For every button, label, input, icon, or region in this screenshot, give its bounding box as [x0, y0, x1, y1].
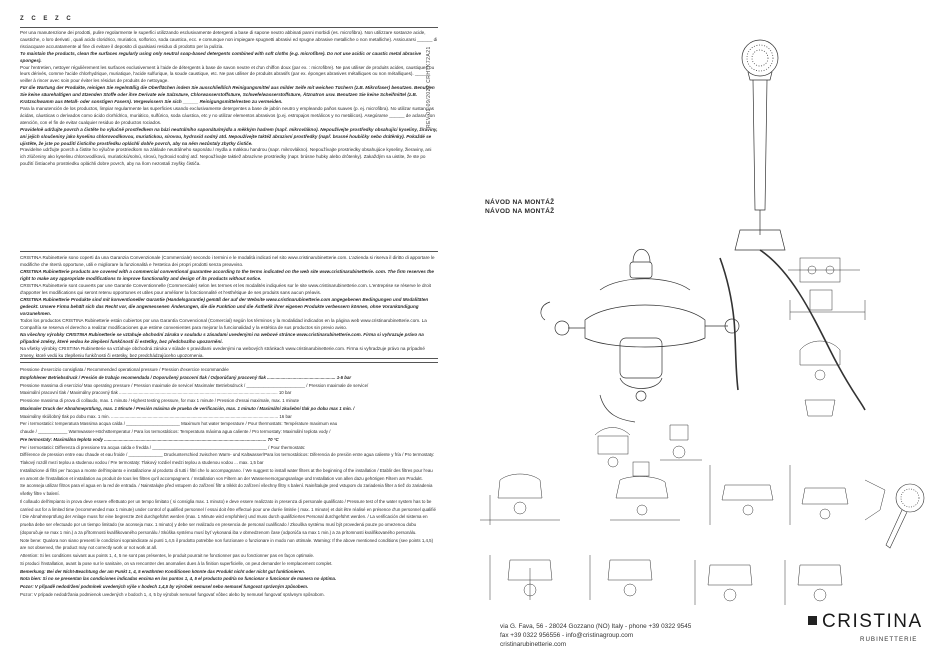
spec-line: Pressione d'esercizio consigliata / Recommended operational pressure / Pression d'exercice recommandée: [20, 367, 229, 372]
spec-line: Pressione massima di esercizio/ Max operating pressure / Pression maximale de service/ Maximaler Betriebsdruck / ________________________ / Pression maximale de service/: [20, 382, 369, 388]
hand-shower-small: [886, 484, 924, 548]
cleaning-es: Para la manutención de los productos, limpiar regularmente las superficies usando exclusivamente detergentes a base de jabón neutro y empleando paños suaves (p. ej. microfibra). No utilizar sustancias ácidas, cáusticas o derivados como ácido clorhídrico, muriático, sulfúrico, soda cáustica, etc y no utilizar elementos abrasivos (p.ej. estropajos metálicos y no metálicos). Asegúrarse ______ de aclarar con atención, con el fin de evitar cualquier residuo de productos rociados.: [20, 105, 435, 125]
spec-line: Pozor: V případě nedodržení podmínek uvedených výše v bodech 1,4,5 by výrobek nemusel nebo nemusel fungovat správným způsobem.: [20, 584, 309, 589]
hand-shower-drawing: [720, 40, 865, 410]
bath-mixer-drawing: [541, 249, 739, 422]
installation-drawing: [490, 555, 842, 605]
header-letters: Z C E Z C: [20, 16, 74, 22]
guarantee-en: CRISTINA Rubinetterie products are covered with a commercial conventional guarantee according to the terms indicated on the web site www.cristinarubinetterie. com. The firm reserves the right to make any appropriate modifications to improve functionality and design of its products without notice.: [20, 269, 434, 281]
spec-line: Per i termostatici: Differenza di pressione tra acqua calda e fredda / _______________________________________________ / Pour thermostats:: [20, 444, 306, 450]
cleaning-section: [20, 30, 438, 168]
guarantee-fr: CRISTINA Rubinetterie sont couverts par une Garantie Conventionnelle (Commerciale) selon les termes et les modalités indiquées sur le site www.cristinarubinetterie.com. L'entreprise se réserve le droit d'apporter les modifications qui seront retenu opportunes et utiles pour améliorer la fonctionnalité et l'esthétique de ses produits sans aucun préavis.: [20, 283, 431, 295]
spec-line: chaude / ____________ Warmwasser-Höchsttemperatur / Para los termostáticos: Temperatura máxima agua caliente / Pro termostaty: Maximální teplota vody /: [20, 429, 331, 434]
spec-line: Pre termostaty: Maximálna teplota vody ..................................................................................................................................... 70 °C: [20, 436, 279, 442]
spec-line: Maximální pracovní tlak / Maximálny pracovný tlak .................................................................................................................................. 10 bar: [20, 390, 292, 396]
guarantee-sk: Na všetky výrobky CRISTINA Rubinetterie sa vzťahuje obchodná záruka v súlade s pravidlami uvedenými na webových stránkach www.cristinarubinetterie.com. Firma si vyhradzuje právo na prípadné zmeny, ktoré vedú ku zlepšeniu funkčnosti či estetiky, bez predchádzajúceho upozornenia.: [20, 346, 425, 358]
technical-drawings: [470, 20, 940, 616]
logo-square-icon: [808, 616, 817, 625]
cleaning-sk: Pravidelne udržujte povrch a čistite ho výlučne prostriedkom na základe neutrálneho saponátu / mydla a mäkkou handrou (napr. mikrovlákno). Nepoužívajte prostriedky obsahujúce kyseliny, žieraviny, ani ich zlúčeniny ako kyselinu chlorovodíkovú, muriatickú/solnú, sírovú, hydroxid sodný atď. Nepoužívajte taktiež abrazívne prostriedky (napr. brúsne hubky alebo drôtenky). Zakaždým sa uistite, že ste po použití čistiaceho prostriedku opláchli dobre povrch, aby na ňom nezostali zvyšky čističa.: [20, 147, 432, 167]
company-address: [500, 622, 691, 650]
cleaning-en: To maintain the products, clean the surfaces regularly using only neutral soap-based detergents combined with soft cloths (e.g. microfibre). Do not use acidic or caustic metal abrasive sponges).: [20, 50, 422, 63]
spec-line: Pressione massima di prova di collaudo, max. 1 minuto / Highest testing pressure, for max 1 minute / Pression d'essai maximale, max. 1 minute: [20, 398, 300, 403]
address-line: via G. Fava, 56 - 28024 Gozzano (NO) Italy - phone +39 0322 9545: [500, 623, 692, 630]
spec-line: Note bene: Qualora non siano presenti le condizioni sopraindicate ai punti 1,4,5 il prodotto potrebbe non funzionare o funzionare in modo non ottimale. Warning: If the above mentioned conditions (see points 1,4,5) are not observed, the product may not correctly work or not work at all.: [20, 537, 434, 551]
spec-line: Pozor: V prípade nedodržania podmienok uvedených v bodoch 1, 4, 5 by výrobok nemusel fungovať vôbec alebo by nemusel fungovať správnym spôsobom.: [20, 591, 325, 597]
spec-line: Attention: Si les conditions suivant aux points 1, 4, 5 ne sont pas présentes, le produit pourrait ne fonctionner pas ou fonctionner pas en façon optimale.: [20, 553, 315, 558]
spec-line: Différence de pression entre eau chaude et eau froide / ______________ Druckunterschied zwischen Warm- und Kaltwasser/Para los termostáticos: Diferencia de presión entre agua caliente y fría / Pro termostaty: Tlakový rozdíl mezi teplou a studenou vodou / Pre termostaty: Tlakový rozdiel medzi teplou a studenou vodou ... max. 1,5 bar: [20, 452, 435, 465]
assembly-title-cz: NÁVOD NA MONTÁŽ: [485, 199, 555, 206]
spec-line: Per i termostatici: temperatura Massima acqua calda / ______________________ Maximum hot water temperature / Pour thermostats: Température maximum eau: [20, 421, 338, 427]
specs-section: [20, 366, 438, 599]
spec-line: Empfohlener Betriebsdruck / Presión de trabajo recomendada / Doporučený pracovní tlak / Odporúčaný pracovný tlak ........................................................ 1-5 bar: [20, 374, 352, 380]
spec-line: Installazione di filtri per l'acqua a monte dell'impianto e installazione al prodotto di tutti i filtri che lo accompagnano. / We suggest to install water filters at the beginning of the installation / Etablir des filtres pour l'eau en amont de l'installation et installation au produit de tous les filtres qu'il accompagnent. / Installation von Filtern an der Wasserversorgungsanlage und Installation von allen dazu gehörigen Filtern am Produkt.: [20, 467, 433, 481]
spec-line: Maximálny skúšobný tlak po dobu max. 1 min. ......................................................................................................................................... 16 bar: [20, 413, 292, 419]
section-divider: [20, 362, 438, 363]
spec-line: Il collaudo dell'impianto in prova deve essere effettuato per un tempo limitato ( si consiglia max. 1 minuto) e deve essere realizzato in presenza di personale qualificato / Pressure test of the water system has to be carried out for a limited time (recommended max 1 minute) under control of qualified personnel / essai doit être effectué pour une durée limitée ( max. 1 minute) et doit être réalisé en présence d'un personnel qualifié / Die Abnahmeprüfung der Anlage muss für eine begrenzte Zeit durchgeführt werden (max. 1 Minute wird empfohlen) und muss durch qualifiziertes Personal durchgeführt werden. / La verificación del sistema en prueba debe ser efectuado por un tiempo limitado (se aconseja max. 1 minuto) y debe ser realizado en presencia de personal cualificado / Zkouška systému musí být provedená pouze po omezenou dobu (doporučuje se max 1 min.) a za přítomnosti kvalifikovaného personálu / Skúška systému musí byť vykonaná iba v obmedzenom čase (odporúča sa max 1 min.) a za prítomnosti kvalifikovaného personálu.: [20, 498, 436, 535]
cleaning-it: Per una manutenzione dei prodotti, pulire regolarmente le superfici utilizzando esclusivamente detergenti a base di sapone neutro abbinati panni morbidi (es. microfibra). Non utilizzare sostanze acide, caustiche, o loro derivati , quali acido cloridrico, muriatico, solforico, soda caustica, ecc. e comunque non impiegare spugnetti abrasivi ed spugne abrasive metalliche o non metalliche). Assicurarsi ______ di risciacquare accuratamente al fine di evitare il deposito di qualsiasi residuo di prodotto per la pulizia.: [20, 30, 438, 49]
cleaning-de: Für die Wartung der Produkte, reinigen Sie regelmäßig die Oberflächen indem Sie ausschließlich Reinigungsmittel aus milder Seife mit weichen Tüchern (z.B. Mikrofaser) benutzen. Benutzen Sie keine säurehaltigen und ätzenden Stoffe oder ihre Derivate wie Salzsäure, Chlorwasserstoffsäure, Schwefelwasserstoffsäure, Ätznatron usw. Benutzen Sie keine Scheifmittel (z.B. Kratzschwamm aus Metall- oder sonstigen Fasern). Vergewissern Sie sich ______ Reinigungsmittelresten zu vermeiden.: [20, 85, 435, 105]
dimension-drawing: [595, 425, 702, 467]
installation-drawing: [480, 462, 885, 525]
spec-line: Nota bien: Si no se presentan las condiciones indicadas encima en los puntos 1, 4, 5 el producto podría no funcionar o funcionar de manera no óptima.: [20, 576, 337, 582]
guarantee-de: CRISTINA Rubinetterie Produkte sind mit konventioneller Garantie (Handelsgarantie) gemäß der auf der Website www.cristinarubinetterie.com angegebenen Bedingungen und Modalitäten gedeckt. Unsere Firma behält sich das Recht vor, die angemessenen Änderungen, die die Funktion und die Ästhetik ihrer eigenen Produkte verbessern können, ohne Vorankündigung vorzunehmen.: [20, 297, 429, 316]
document-code: REV.01 09/2022 CRHTK72A21: [426, 46, 432, 128]
section-divider: [20, 358, 438, 359]
cleaning-cz: Pravidelně udržujte povrch a čistěte ho výlučně prostředkem na bázi neutrálního saponátu/mýdla a měkkým hadrem (např. mikrovlákno). Nepoužívejte prostředky obsahující kyseliny, žíraviny, ani jejich sloučeniny jako kyselinu chlorovodíkovou, muriatickou, sírovou, hydroxid sodný atd. Nepoužívejte taktéž abrazivní prostředky (např. brusné houbičky nebo drátěnky). Pokaždé se ujistěte, že jste po použití čisticího prostředku opláchli dobře povrch, aby na něm nezůstaly zbytky čističe.: [20, 126, 438, 146]
cristina-logo: [808, 611, 926, 645]
logo-wordmark: CRISTINA: [822, 611, 923, 632]
spec-line: Se aconseja utilizar filtros para el agua en la red de entrada. / Nainstalujte před vstupem do zařízení filtr a trikkit do zařízení všechny filtry s balení. Nainštalujte pred vstupom do zariadenia filter a tiež do zariadenia všetky filtre v balení.: [20, 483, 433, 496]
guarantee-section: [20, 254, 438, 359]
top-rule: [20, 27, 438, 28]
guarantee-it: CRISTINA Rubinetterie sono coperti da una Garanzia Convenzionale (Commerciale) secondo i termini e le modalità indicati nel sito www.cristinarubinetterie.com. L'azienda si riserva il diritto di apportare le modifiche che riterrà opportune, utili e migliorare la funzionalità e l'estetica dei propri prodotti senza preavviso.: [20, 255, 435, 267]
cleaning-fr: Pour l'entretien, nettoyer régulièrement les surfaces exclusivement à l'aide de détergents à base de savon neutre et d'un chiffon doux (par ex. : microfibre). Ne pas utiliser de produits acides, caustiques ou leurs dérivés, comme l'acide chlorhydrique, muriatique, l'acide sulfurique, la soude caustique, etc. Ne pas utiliser de produits abrasifs (par ex. éponges abrasives métalliques ou non métalliques). ______ veiller à rincer avec soin pour éviter les résidus de produits de nettoyage.: [20, 64, 435, 84]
contact-line: fax +39 0322 956556 - info@cristinagroup.com: [500, 632, 634, 640]
spec-line: Si produci l'installation, avant la pose sur le sanitaire, on va rencontrer des anomalies dues à la finition superficielle, on peut demander le remplacement complet.: [20, 560, 333, 566]
guarantee-cz: Na všechny výrobky CRISTINA Rubinetterie se vztahuje obchodní záruka v souladu s zásadami uvedenými na webové stránce www.cristinarubinetterie.com. Firma si vyhrazuje právo na případné změny, které vedou ke zlepšení funkčnosti či estetiky, bez předchozího upozornění.: [20, 332, 424, 344]
assembly-title-sk: NÁVOD NA MONTÁŽ: [485, 208, 555, 215]
logo-subtitle: RUBINETTERIE: [860, 636, 918, 643]
section-divider: [20, 251, 438, 252]
guarantee-es: Todos los productos CRISTINA Rubinetterie están cubiertos por una Garantía Convencional (Comercial) según los términos y la modalidad indicados en la página web www.cristinarubinetterie.com. La Compañía se reserva el derecho a realizar modificaciones que estime convenientes para mejorar la funcionalidad y la estética de sus productos sin previo aviso.: [20, 318, 427, 330]
website-link[interactable]: cristinarubinetterie.com: [500, 641, 567, 649]
spec-line: Maximaler Druck der Abnahmeprüfung, max. 1 Minute / Presión máxima de prueba de verificación, max. 1 minuto / Maximální zkušební tlak po dobu max 1 min. /: [20, 405, 355, 411]
spec-line: Bemerkung: Bei der Nicht-Beachtung der am Punkt 1, 4, 5 erwähnten Konditionen könnte das Produkt nicht oder nicht gut funktionieren.: [20, 568, 306, 574]
